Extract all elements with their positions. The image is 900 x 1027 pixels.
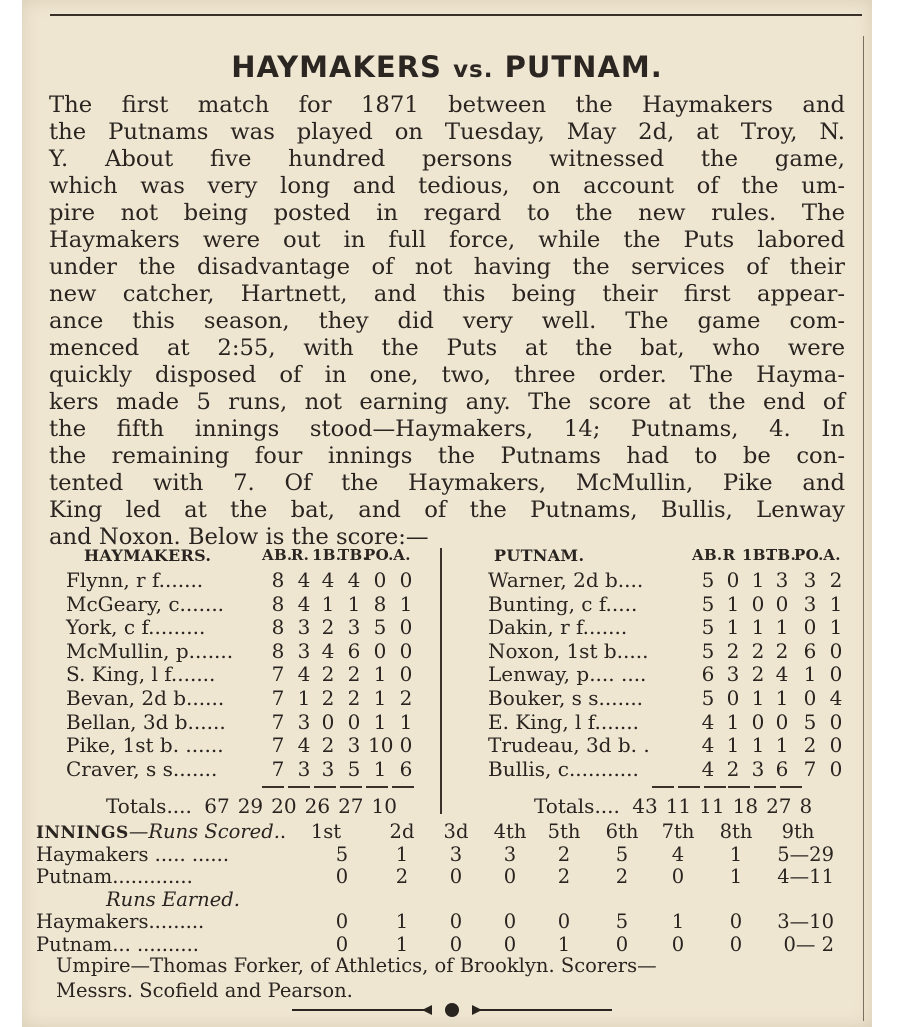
total-dash [678, 786, 700, 788]
headline-right: PUTNAM. [504, 50, 663, 84]
inning-runs: 1 [395, 910, 409, 933]
inning-label: 6th [605, 820, 639, 843]
player-stat: 2 [321, 615, 335, 640]
player-row [454, 757, 866, 781]
player-row [40, 757, 450, 781]
player-stat: 2 [399, 685, 413, 710]
player-row [454, 568, 866, 592]
player-row [454, 733, 866, 757]
player-stat: 7 [271, 756, 285, 781]
article-line: new catcher, Hartnett, and this being their first appear- [49, 281, 845, 307]
player-row [454, 686, 866, 710]
total-dash [780, 786, 802, 788]
top-rule [50, 14, 862, 16]
player-name: Bunting, c f..... [488, 591, 638, 616]
player-stat: 0 [726, 568, 740, 592]
player-row [40, 662, 450, 686]
article-line: and Noxon. Below is the score:— [49, 524, 429, 550]
column-header: A. [393, 546, 411, 564]
ornament-icon [292, 1000, 612, 1020]
article-line: Haymakers were out in full force, while the Puts labored [49, 227, 845, 253]
player-row [454, 710, 866, 734]
player-stat: 0 [399, 662, 413, 687]
player-stat: 1 [726, 591, 740, 616]
player-stat: 0 [803, 685, 817, 710]
inning-runs: 1 [729, 842, 743, 866]
player-stat: 6 [399, 756, 413, 781]
player-name: S. King, l f....... [66, 662, 216, 687]
player-stat: 3 [297, 756, 311, 781]
player-stat: 0 [399, 615, 413, 640]
player-stat: 1 [775, 615, 789, 640]
column-header: R [722, 546, 736, 564]
player-stat: 3 [347, 733, 361, 758]
team-total: 5—29 [777, 842, 834, 866]
player-stat: 1 [751, 685, 765, 710]
player-stat: 0 [751, 591, 765, 616]
inning-runs: 1 [557, 932, 571, 956]
total-dash [340, 786, 362, 788]
player-stat: 0 [829, 662, 843, 687]
total-value: 20 [271, 794, 297, 818]
player-row [454, 592, 866, 616]
column-header: TB. [338, 546, 368, 564]
column-header: A. [823, 546, 841, 564]
inning-label: 9th [781, 820, 815, 843]
player-name: McMullin, p....... [66, 638, 234, 663]
team-name: Putnam... .......... [36, 932, 199, 956]
innings-word: INNINGS [36, 823, 129, 843]
footer-line: Messrs. Scofield and Pearson. [56, 979, 353, 1002]
player-stat: 5 [347, 756, 361, 781]
player-name: Trudeau, 3d b. . [488, 733, 650, 758]
player-stat: 5 [701, 615, 715, 640]
team-header: HAYMAKERS. [84, 546, 212, 565]
player-stat: 1 [321, 591, 335, 616]
team-name: Haymakers......... [36, 910, 205, 933]
article-line: King led at the bat, and of the Putnams, Bullis, Lenway [49, 497, 845, 523]
player-stat: 0 [829, 756, 843, 781]
player-stat: 2 [321, 685, 335, 710]
inning-label: 8th [719, 820, 753, 843]
player-stat: 1 [726, 615, 740, 640]
runs-scored-label: —Runs Scored. [128, 820, 280, 843]
player-row [40, 639, 450, 663]
player-stat: 4 [701, 733, 715, 758]
total-dash [314, 786, 336, 788]
putnam-totals [534, 794, 812, 818]
article-line: Y. About five hundred persons witnessed the game, [49, 146, 845, 172]
inning-runs: 2 [557, 842, 571, 866]
haymakers-box [40, 546, 450, 780]
player-stat: 6 [803, 638, 817, 663]
player-stat: 1 [399, 591, 413, 616]
player-stat: 2 [347, 685, 361, 710]
umpire-note [56, 953, 866, 1003]
total-value: 8 [799, 794, 813, 818]
inning-runs: 3 [449, 842, 463, 866]
inning-runs: 0 [503, 932, 517, 956]
article-line: the remaining four innings the Putnams had to be con- [49, 443, 845, 469]
player-stat: 4 [321, 568, 335, 592]
article-line: ance this season, they did very well. The game com- [49, 308, 845, 334]
inning-runs: 0 [503, 910, 517, 933]
footer-line: Umpire—Thomas Forker, of Athletics, of Brooklyn. Scorers— [56, 954, 657, 977]
article-line: the fifth innings stood—Haymakers, 14; Putnams, 4. In [49, 416, 845, 442]
runs-earned-heading [36, 888, 872, 911]
column-header: 1B. [742, 546, 772, 564]
total-dash [728, 786, 750, 788]
player-row [40, 686, 450, 710]
player-stat: 6 [775, 756, 789, 781]
player-stat: 1 [726, 709, 740, 734]
player-stat: 1 [829, 615, 843, 640]
player-stat: 8 [271, 615, 285, 640]
innings-header [36, 820, 872, 843]
player-stat: 4 [297, 568, 311, 592]
team-header: PUTNAM. [494, 546, 585, 565]
player-stat: 0 [829, 709, 843, 734]
inning-runs: 1 [395, 932, 409, 956]
player-row [454, 662, 866, 686]
player-stat: 4 [321, 638, 335, 663]
article-body [49, 92, 845, 551]
total-value: 11 [665, 794, 692, 818]
player-stat: 1 [373, 685, 387, 710]
inning-runs: 0 [335, 910, 349, 933]
inning-runs: 0 [557, 910, 571, 933]
player-name: E. King, l f....... [488, 709, 639, 734]
column-header: PO. [794, 546, 824, 564]
player-stat: 2 [726, 756, 740, 781]
inning-runs: 4 [671, 842, 685, 866]
inning-label: 2d [389, 820, 415, 843]
headline-vs: vs. [453, 57, 494, 83]
player-stat: 4 [701, 709, 715, 734]
inning-runs: 0 [449, 865, 463, 888]
total-dash [754, 786, 776, 788]
article-line: The first match for 1871 between the Haymakers and [49, 92, 845, 118]
headline-left: HAYMAKERS [231, 50, 442, 84]
runs-earned-label: Runs Earned. [106, 887, 240, 911]
inning-label: 7th [661, 820, 695, 843]
total-value: 18 [732, 794, 759, 818]
total-value: 29 [237, 794, 264, 818]
article-line: the Putnams was played on Tuesday, May 2d, at Troy, N. [49, 119, 845, 145]
player-stat: 1 [829, 591, 843, 616]
player-stat: 1 [726, 733, 740, 758]
player-stat: 1 [775, 733, 789, 758]
player-stat: 8 [373, 591, 387, 616]
player-stat: 3 [803, 591, 817, 616]
innings-row [36, 933, 872, 956]
player-stat: 4 [297, 733, 311, 758]
player-stat: 1 [399, 709, 413, 734]
inning-label: 4th [493, 820, 527, 843]
total-value: 26 [304, 794, 331, 818]
team-total: 4—11 [777, 865, 834, 888]
total-value: 27 [338, 794, 364, 818]
player-stat: 3 [775, 568, 789, 592]
player-stat: 5 [701, 591, 715, 616]
player-stat: 0 [373, 638, 387, 663]
total-dash [704, 786, 726, 788]
player-stat: 3 [297, 615, 311, 640]
team-name: Putnam............. [36, 865, 193, 888]
player-stat: 3 [751, 756, 765, 781]
player-stat: 1 [751, 733, 765, 758]
player-stat: 0 [399, 638, 413, 663]
inning-runs: 3 [503, 842, 517, 866]
totals-values [198, 794, 397, 818]
innings-row [36, 865, 872, 888]
player-stat: 1 [373, 756, 387, 781]
player-stat: 1 [373, 709, 387, 734]
total-dash [262, 786, 284, 788]
inning-runs: 0 [671, 865, 685, 888]
player-stat: 5 [373, 615, 387, 640]
player-stat: 8 [271, 638, 285, 663]
team-name: Haymakers ..... ...... [36, 842, 230, 866]
inning-runs: 5 [615, 842, 629, 866]
player-stat: 4 [775, 662, 789, 687]
player-name: Bevan, 2d b...... [66, 685, 225, 710]
player-stat: 4 [829, 685, 843, 710]
innings-row [36, 910, 872, 933]
player-stat: 0 [399, 733, 413, 758]
player-stat: 5 [701, 685, 715, 710]
player-stat: 0 [373, 568, 387, 592]
inning-runs: 2 [615, 865, 629, 888]
player-stat: 8 [271, 591, 285, 616]
player-stat: 0 [775, 591, 789, 616]
column-header: TB. [766, 546, 796, 564]
player-row [40, 710, 450, 734]
player-stat: 7 [803, 756, 817, 781]
player-stat: 0 [321, 709, 335, 734]
player-stat: 0 [347, 709, 361, 734]
player-stat: 6 [347, 638, 361, 663]
article-line: under the disadvantage of not having the services of their [49, 254, 845, 280]
inning-runs: 0 [729, 910, 743, 933]
total-value: 27 [766, 794, 792, 818]
player-stat: 1 [297, 685, 311, 710]
inning-runs: 0 [449, 932, 463, 956]
player-stat: 2 [751, 638, 765, 663]
player-stat: 7 [271, 709, 285, 734]
article-line: tented with 7. Of the Haymakers, McMullin, Pike and [49, 470, 845, 496]
player-stat: 3 [297, 638, 311, 663]
article-line: pire not being posted in regard to the new rules. The [49, 200, 845, 226]
team-total: 3—10 [777, 910, 834, 933]
box-header [454, 546, 866, 568]
player-stat: 1 [803, 662, 817, 687]
totals-label: Totals.... [106, 794, 192, 818]
inning-runs: 2 [557, 865, 571, 888]
player-stat: 0 [726, 685, 740, 710]
player-stat: 2 [726, 638, 740, 663]
player-stat: 2 [347, 662, 361, 687]
totals-values [626, 794, 812, 818]
totals-rule [254, 786, 854, 790]
player-stat: 6 [701, 662, 715, 687]
player-name: Dakin, r f....... [488, 615, 628, 640]
player-name: Warner, 2d b.... [488, 568, 644, 592]
player-stat: 7 [271, 662, 285, 687]
player-name: Flynn, r f....... [66, 568, 204, 592]
inning-runs: 0 [615, 932, 629, 956]
player-stat: 4 [297, 662, 311, 687]
player-name: Bellan, 3d b...... [66, 709, 226, 734]
player-stat: 1 [751, 615, 765, 640]
player-stat: 5 [701, 638, 715, 663]
headline [22, 50, 872, 84]
player-stat: 3 [726, 662, 740, 687]
player-stat: 7 [271, 685, 285, 710]
player-row [40, 615, 450, 639]
player-name: York, c f......... [66, 615, 206, 640]
inning-runs: 1 [729, 865, 743, 888]
player-stat: 3 [347, 615, 361, 640]
inning-runs: 0 [335, 865, 349, 888]
total-value: 11 [699, 794, 725, 818]
player-stat: 4 [347, 568, 361, 592]
player-stat: 1 [373, 662, 387, 687]
player-stat: 2 [321, 733, 335, 758]
player-stat: 3 [297, 709, 311, 734]
player-stat: 10 [368, 733, 394, 758]
player-stat: 0 [829, 733, 843, 758]
header-dots: . [279, 820, 287, 843]
total-dash [652, 786, 674, 788]
newspaper-clipping [22, 0, 872, 1027]
putnam-box [454, 546, 866, 780]
innings-label [36, 820, 286, 843]
player-stat: 4 [701, 756, 715, 781]
column-header: R. [290, 546, 310, 564]
player-stat: 3 [803, 568, 817, 592]
player-row [40, 568, 450, 592]
inning-label: 3d [443, 820, 469, 843]
total-value: 10 [371, 794, 397, 818]
inning-runs: 0 [503, 865, 517, 888]
player-name: Pike, 1st b. ...... [66, 733, 224, 758]
player-name: Bullis, c........... [488, 756, 639, 781]
article-line: kers made 5 runs, not earning any. The score at the end of [49, 389, 845, 415]
player-stat: 2 [803, 733, 817, 758]
player-name: Noxon, 1st b..... [488, 638, 649, 663]
player-stat: 0 [775, 709, 789, 734]
player-stat: 0 [751, 709, 765, 734]
player-stat: 2 [751, 662, 765, 687]
total-dash [392, 786, 414, 788]
player-stat: 1 [751, 568, 765, 592]
inning-runs: 1 [671, 910, 685, 933]
column-header: PO. [364, 546, 394, 564]
player-stat: 4 [297, 591, 311, 616]
innings-table [36, 820, 872, 955]
total-dash [288, 786, 310, 788]
inning-label: 1st [310, 820, 342, 843]
player-stat: 0 [829, 638, 843, 663]
column-header: 1B. [312, 546, 342, 564]
inning-runs: 0 [335, 932, 349, 956]
inning-label: 5th [547, 820, 581, 843]
player-stat: 5 [803, 709, 817, 734]
inning-runs: 2 [395, 865, 409, 888]
player-stat: 0 [803, 615, 817, 640]
player-row [454, 615, 866, 639]
column-header: AB. [262, 546, 293, 564]
player-stat: 5 [701, 568, 715, 592]
haymakers-totals [106, 794, 397, 818]
inning-runs: 1 [395, 842, 409, 866]
player-stat: 0 [399, 568, 413, 592]
box-header [40, 546, 450, 568]
player-stat: 7 [271, 733, 285, 758]
player-row [40, 733, 450, 757]
player-stat: 3 [321, 756, 335, 781]
player-name: McGeary, c....... [66, 591, 225, 616]
total-dash [366, 786, 388, 788]
article-line: which was very long and tedious, on account of the um- [49, 173, 845, 199]
article-line: quickly disposed of in one, two, three order. The Hayma- [49, 362, 845, 388]
player-row [40, 592, 450, 616]
total-value: 43 [632, 794, 658, 818]
inning-runs: 5 [615, 910, 629, 933]
inning-runs: 0 [671, 932, 685, 956]
player-row [454, 639, 866, 663]
player-stat: 1 [775, 685, 789, 710]
innings-row [36, 843, 872, 866]
player-stat: 2 [775, 638, 789, 663]
player-name: Craver, s s....... [66, 756, 218, 781]
player-stat: 8 [271, 568, 285, 592]
player-stat: 2 [321, 662, 335, 687]
inning-runs: 5 [335, 842, 349, 866]
team-total: 0— 2 [783, 932, 834, 956]
column-header: AB. [692, 546, 723, 564]
total-value: 67 [204, 794, 230, 818]
inning-runs: 0 [729, 932, 743, 956]
inning-runs: 0 [449, 910, 463, 933]
player-stat: 1 [347, 591, 361, 616]
player-stat: 2 [829, 568, 843, 592]
totals-label: Totals.... [534, 794, 620, 818]
article-line: menced at 2:55, with the Puts at the bat, who were [49, 335, 845, 361]
player-name: Lenway, p.... .... [488, 662, 647, 687]
player-name: Bouker, s s....... [488, 685, 644, 710]
